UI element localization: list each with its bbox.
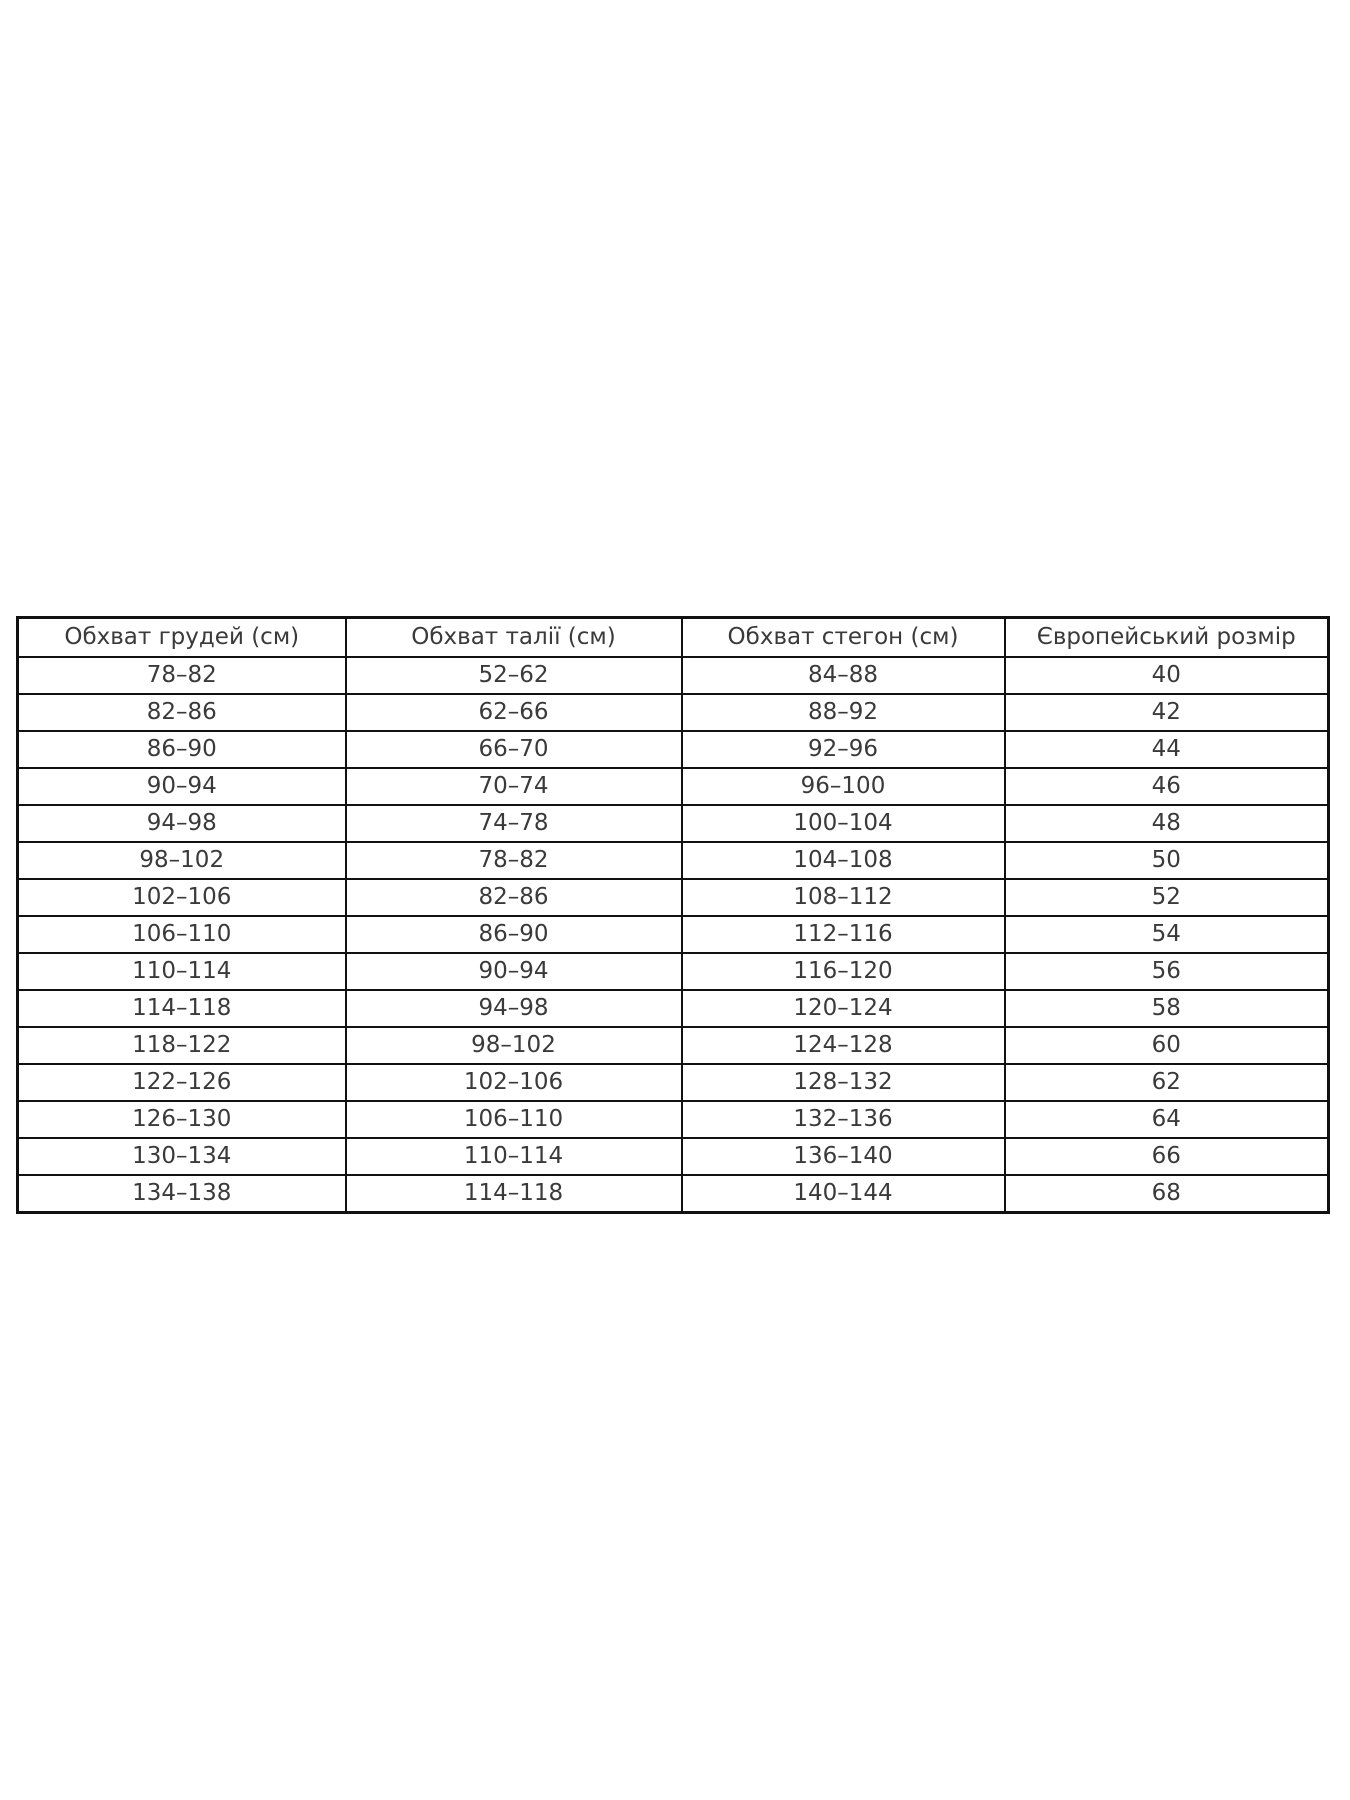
cell-waist-cm: 106–110 <box>346 1101 682 1138</box>
cell-eu-size: 52 <box>1005 879 1329 916</box>
cell-waist-cm: 82–86 <box>346 879 682 916</box>
table-row <box>18 768 1329 805</box>
cell-chest-cm: 98–102 <box>18 842 346 879</box>
cell-hips-cm: 140–144 <box>682 1175 1005 1213</box>
cell-eu-size: 42 <box>1005 694 1329 731</box>
cell-hips-cm: 84–88 <box>682 657 1005 694</box>
table-row <box>18 657 1329 694</box>
cell-waist-cm: 98–102 <box>346 1027 682 1064</box>
header-row <box>18 618 1329 658</box>
size-table <box>16 616 1330 1214</box>
cell-waist-cm: 78–82 <box>346 842 682 879</box>
cell-hips-cm: 124–128 <box>682 1027 1005 1064</box>
table-row <box>18 1064 1329 1101</box>
cell-eu-size: 50 <box>1005 842 1329 879</box>
cell-eu-size: 56 <box>1005 953 1329 990</box>
cell-waist-cm: 90–94 <box>346 953 682 990</box>
header-chest-cm: Обхват грудей (см) <box>18 618 346 658</box>
cell-chest-cm: 126–130 <box>18 1101 346 1138</box>
cell-chest-cm: 122–126 <box>18 1064 346 1101</box>
cell-eu-size: 64 <box>1005 1101 1329 1138</box>
cell-chest-cm: 82–86 <box>18 694 346 731</box>
cell-hips-cm: 112–116 <box>682 916 1005 953</box>
cell-waist-cm: 94–98 <box>346 990 682 1027</box>
cell-hips-cm: 88–92 <box>682 694 1005 731</box>
cell-hips-cm: 100–104 <box>682 805 1005 842</box>
cell-hips-cm: 116–120 <box>682 953 1005 990</box>
header-hips-cm: Обхват стегон (см) <box>682 618 1005 658</box>
cell-eu-size: 54 <box>1005 916 1329 953</box>
table-row <box>18 1138 1329 1175</box>
cell-hips-cm: 96–100 <box>682 768 1005 805</box>
cell-eu-size: 66 <box>1005 1138 1329 1175</box>
cell-eu-size: 60 <box>1005 1027 1329 1064</box>
cell-chest-cm: 78–82 <box>18 657 346 694</box>
table-row <box>18 990 1329 1027</box>
cell-eu-size: 44 <box>1005 731 1329 768</box>
cell-hips-cm: 120–124 <box>682 990 1005 1027</box>
table-row <box>18 1101 1329 1138</box>
table-row <box>18 953 1329 990</box>
cell-waist-cm: 114–118 <box>346 1175 682 1213</box>
header-waist-cm: Обхват талії (см) <box>346 618 682 658</box>
cell-eu-size: 58 <box>1005 990 1329 1027</box>
cell-waist-cm: 66–70 <box>346 731 682 768</box>
cell-chest-cm: 130–134 <box>18 1138 346 1175</box>
cell-chest-cm: 118–122 <box>18 1027 346 1064</box>
cell-chest-cm: 94–98 <box>18 805 346 842</box>
cell-hips-cm: 92–96 <box>682 731 1005 768</box>
table-row <box>18 694 1329 731</box>
cell-chest-cm: 106–110 <box>18 916 346 953</box>
table-row <box>18 879 1329 916</box>
cell-waist-cm: 102–106 <box>346 1064 682 1101</box>
size-table-body <box>18 657 1329 1213</box>
cell-hips-cm: 104–108 <box>682 842 1005 879</box>
cell-eu-size: 40 <box>1005 657 1329 694</box>
cell-hips-cm: 108–112 <box>682 879 1005 916</box>
table-row <box>18 916 1329 953</box>
cell-hips-cm: 132–136 <box>682 1101 1005 1138</box>
table-row <box>18 805 1329 842</box>
size-chart-container <box>16 616 1327 1214</box>
cell-chest-cm: 102–106 <box>18 879 346 916</box>
cell-hips-cm: 128–132 <box>682 1064 1005 1101</box>
table-row <box>18 731 1329 768</box>
cell-chest-cm: 114–118 <box>18 990 346 1027</box>
table-row <box>18 1027 1329 1064</box>
table-row <box>18 1175 1329 1213</box>
cell-hips-cm: 136–140 <box>682 1138 1005 1175</box>
cell-eu-size: 62 <box>1005 1064 1329 1101</box>
cell-waist-cm: 52–62 <box>346 657 682 694</box>
header-eu-size: Європейський розмір <box>1005 618 1329 658</box>
cell-chest-cm: 86–90 <box>18 731 346 768</box>
cell-waist-cm: 74–78 <box>346 805 682 842</box>
cell-eu-size: 48 <box>1005 805 1329 842</box>
cell-waist-cm: 110–114 <box>346 1138 682 1175</box>
size-table-head <box>18 618 1329 658</box>
cell-waist-cm: 70–74 <box>346 768 682 805</box>
cell-chest-cm: 110–114 <box>18 953 346 990</box>
cell-chest-cm: 134–138 <box>18 1175 346 1213</box>
cell-chest-cm: 90–94 <box>18 768 346 805</box>
table-row <box>18 842 1329 879</box>
cell-eu-size: 68 <box>1005 1175 1329 1213</box>
cell-eu-size: 46 <box>1005 768 1329 805</box>
cell-waist-cm: 62–66 <box>346 694 682 731</box>
cell-waist-cm: 86–90 <box>346 916 682 953</box>
